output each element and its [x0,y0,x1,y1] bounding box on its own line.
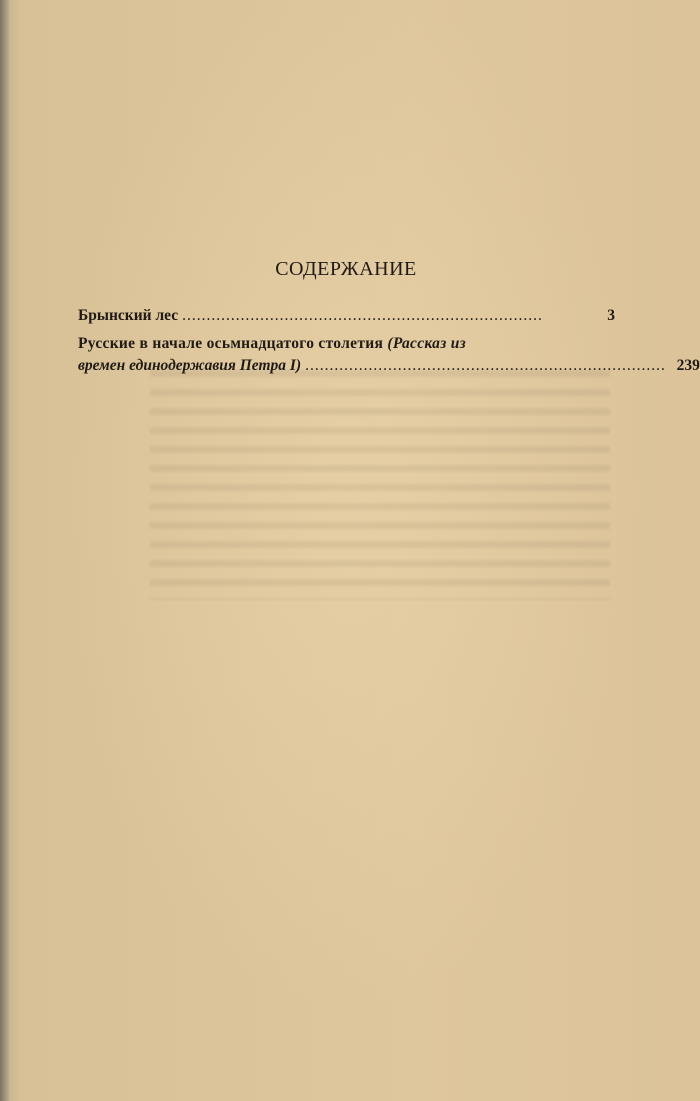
contents-heading: СОДЕРЖАНИЕ [275,258,417,280]
bleed-through-text [150,370,610,600]
toc-page-number: 239 [676,357,700,374]
toc-entry-title: Русские в начале осьмнадцатого столетия [78,335,384,352]
toc-dot-leader: .......................................................................... [305,357,666,374]
toc-dot-leader: .......................................................................... [182,307,543,324]
toc-entry-title: Брынский лес [78,307,179,324]
table-of-contents [78,305,700,377]
toc-entry [78,305,615,327]
toc-entry-subtitle: времен единодержавия Петра I) [78,357,302,374]
toc-entry-title-line [78,355,700,377]
page-spine-shadow [0,0,10,1101]
toc-page-number: 3 [607,307,615,324]
toc-entry-subtitle: (Рассказ из [387,335,467,352]
toc-entry [78,333,700,377]
toc-entry-title-line [78,333,615,355]
